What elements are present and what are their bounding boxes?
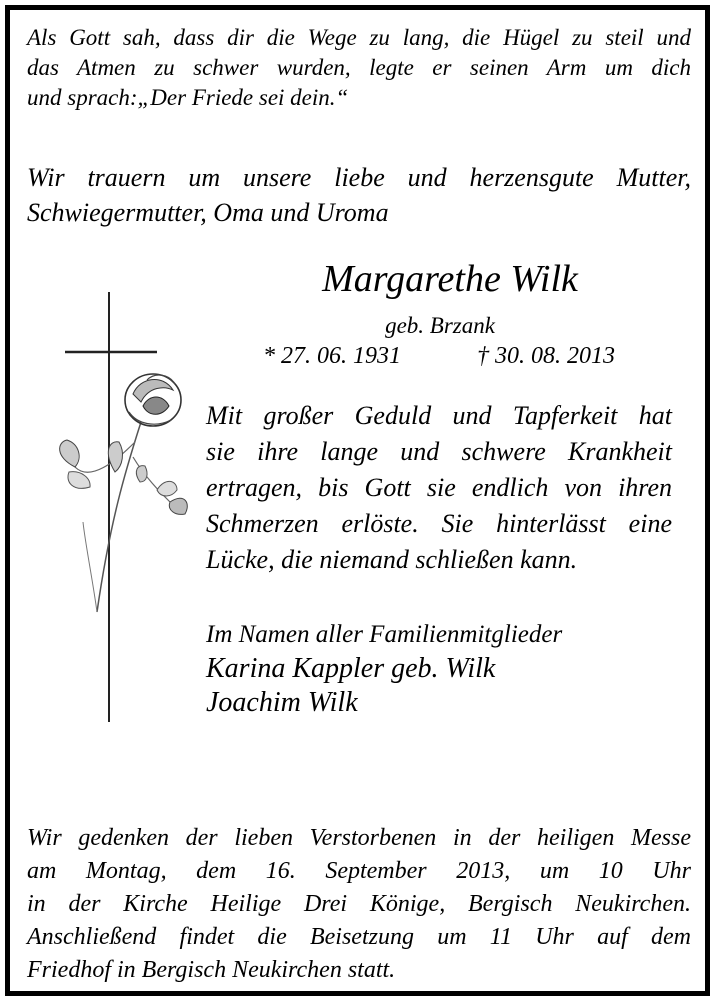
mass-line: Anschließend findet die Beisetzung um 11 Uhr auf dem: [27, 924, 691, 950]
mass-line: in der Kirche Heilige Drei Könige, Bergisch Neukirchen.: [27, 891, 691, 917]
quote-line: Als Gott sah, dass dir die Wege zu lang, die Hügel zu steil und: [27, 25, 691, 50]
tribute-line: Schmerzen erlöste. Sie hinterlässt eine: [206, 509, 672, 538]
opening-quote: [27, 23, 691, 113]
tribute-line: Lücke, die niemand schließen kann.: [206, 545, 578, 574]
obituary-frame: [5, 5, 710, 996]
signature-name: Karina Kappler geb. Wilk: [206, 653, 496, 684]
quote-line: und sprach:„Der Friede sei dein.“: [27, 85, 349, 110]
memorial-mass-info: [27, 822, 691, 987]
tribute-line: ertragen, bis Gott sie endlich von ihren: [206, 473, 672, 502]
maiden-name: geb. Brzank: [385, 313, 495, 338]
signature-name: Joachim Wilk: [206, 687, 358, 718]
tribute-line: Mit großer Geduld und Tapferkeit hat: [206, 401, 672, 430]
intro-line: Schwiegermutter, Oma und Uroma: [27, 198, 389, 227]
birth-date: * 27. 06. 1931: [263, 343, 401, 369]
family-signature: [206, 618, 676, 720]
mass-line: Wir gedenken der lieben Verstorbenen in der heiligen Messe: [27, 825, 691, 851]
mourning-intro: [27, 160, 691, 230]
cross-with-rose-icon: [45, 282, 190, 722]
intro-line: Wir trauern um unsere liebe und herzensgute Mutter,: [27, 163, 691, 192]
tribute-text: [206, 398, 672, 578]
quote-line: das Atmen zu schwer wurden, legte er seinen Arm um dich: [27, 55, 691, 80]
death-date: † 30. 08. 2013: [477, 343, 615, 369]
deceased-name: Margarethe Wilk: [322, 258, 578, 300]
tribute-line: sie ihre lange und schwere Krankheit: [206, 437, 672, 466]
mass-line: am Montag, dem 16. September 2013, um 10 Uhr: [27, 858, 691, 884]
signature-intro: Im Namen aller Familienmitglieder: [206, 621, 563, 648]
mass-line: Friedhof in Bergisch Neukirchen statt.: [27, 957, 396, 983]
